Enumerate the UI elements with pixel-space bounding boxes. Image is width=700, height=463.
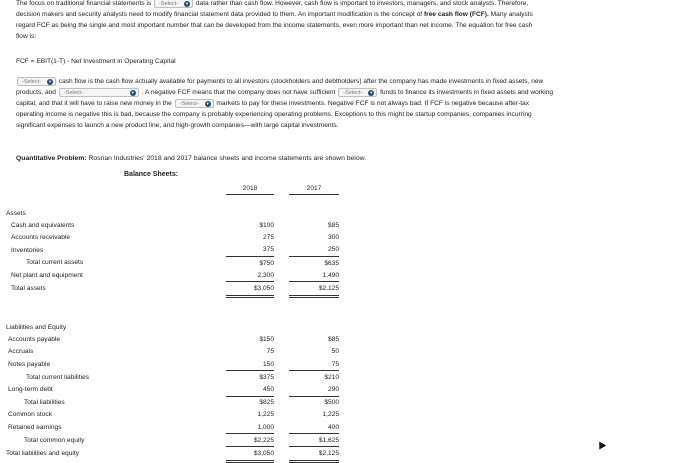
select-placeholder: -Select- [343,89,363,96]
year-2018: 2018 [226,182,274,195]
select-placeholder: -Select- [159,0,179,7]
table-row [6,322,339,334]
intro-line-2b: Many analysts [490,11,533,18]
row-label: Total current assets [26,259,84,267]
value-2017: $2,125 [289,282,339,296]
row-label: Net plant and equipment [11,271,83,279]
table-row [6,383,339,396]
row-label: Total common equity [24,436,85,444]
table-row [6,371,339,384]
value-2018: $375 [259,373,274,381]
row-label: Accruals [8,348,34,356]
definition-line-2b: . A negative FCF means that the company does not have sufficient [141,89,336,96]
row-label: Cash and equivalents [11,221,75,229]
row-label: Accounts payable [8,336,61,344]
problem-text: Rosnan Industries' 2018 and 2017 balance sheets and income statements are shown below. [88,155,367,162]
value-2017: $2,125 [289,447,339,461]
value-2018: $150 [259,336,274,344]
blank-select-1[interactable] [154,0,193,8]
chevron-down-icon: ▾ [131,89,134,95]
table-row [6,334,339,346]
value-2018: 275 [262,234,274,242]
select-placeholder: -Select- [63,89,83,96]
chevron-down-icon: ▾ [370,89,373,95]
intro-text-1: The focus on traditional financial statements is [16,0,152,7]
value-2017: 1,225 [322,411,339,419]
problem-label: Quantitative Problem: [16,155,87,162]
blank-select-4[interactable] [338,88,377,97]
intro-line-4: flow is: [16,33,37,40]
table-row [6,434,339,447]
value-2018: $3,050 [226,447,274,461]
blank-select-2[interactable] [17,77,56,86]
chevron-down-icon: ▾ [185,0,189,6]
select-placeholder: -Select- [179,100,199,107]
row-label: Total liabilities and equity [6,450,79,458]
value-2018: $3,050 [226,282,274,296]
value-2017: $85 [327,336,339,344]
value-2018: $825 [259,399,274,407]
blank-select-3[interactable] [59,88,139,97]
value-2018: 1,000 [226,421,274,434]
blank-select-5[interactable] [175,99,214,108]
year-2017: 2017 [289,182,339,195]
assets-heading: Assets [6,209,26,217]
value-2017: 250 [289,244,339,257]
table-row [6,244,339,257]
table-row [6,346,339,358]
table-row [6,358,339,371]
table-row [6,269,339,282]
value-2018: 150 [226,358,274,371]
balance-sheet-table [6,182,339,463]
value-2017: $210 [324,373,339,381]
definition-line-3b: markets to pay for these investments. Negative FCF is not always bad. If FCF is negative because after-tax [216,100,530,107]
row-label: Notes payable [8,360,51,368]
definition-paragraph [16,76,692,131]
definition-line-1: cash flow is the cash flow actually available for payments to all investors (stockholders and debtholders) after the company has made investments in fixed assets, new [58,78,544,85]
value-2017: $635 [324,259,339,267]
fcf-equation: FCF = EBIT(1-T) - Net Investment in Operating Capital [16,58,176,65]
definition-line-5: significant expenses to launch a new product line, and high-growth companies—with large capital investments. [16,122,339,129]
value-2018: 75 [266,348,274,356]
value-2017: $500 [324,399,339,407]
liabilities-heading: Liabilities and Equity [6,324,67,332]
select-placeholder: -Select- [22,78,41,85]
row-label: Retained earnings [8,423,62,431]
fcf-term: free cash flow (FCF). [423,11,489,18]
row-label: Total current liabilities [26,373,90,381]
table-row [6,409,339,421]
row-label: Common stock [8,411,52,419]
value-2017: 290 [289,383,339,396]
value-2018: $100 [259,221,274,229]
value-2018: 1,225 [257,411,274,419]
value-2017: 300 [327,234,339,242]
row-label: Total liabilities [24,398,65,406]
table-row [6,207,339,219]
intro-line-2: decision makers and security analysts need to modify financial statement data provided to them. An important modification is the concept of [16,11,423,18]
table-row [6,219,339,231]
definition-line-3a: capital, and that it will have to raise new money in the [16,100,172,107]
value-2018: 375 [226,244,274,257]
table-row [6,282,339,296]
quantitative-problem [16,153,692,164]
value-2018: $2,225 [226,434,274,447]
definition-line-2a: products, and [16,89,56,96]
table-row [6,396,339,409]
value-2017: $1,625 [289,434,339,447]
chevron-down-icon: ▾ [48,78,52,84]
definition-line-2c: funds to finance its investments in fixed assets and working [380,89,554,96]
table-row [6,256,339,269]
value-2017: $85 [327,221,339,229]
value-2017: 50 [331,348,339,356]
intro-paragraph [16,0,692,42]
intro-text-2: data rather than cash flow. However, cash flow is important to investors, managers, and stock analysts. Therefore, [195,0,529,7]
value-2018: $750 [259,259,274,267]
chevron-down-icon: ▾ [206,100,209,106]
value-2017: 400 [289,421,339,434]
year-header-row [6,182,339,195]
row-label: Accounts receivable [11,234,71,242]
definition-line-4: operating income is negative this is bad, because the company is probably experiencing operating problems. Exceptions to this might be startup companies, companies incurring [16,111,532,118]
mouse-cursor-icon [596,439,606,449]
value-2018: 2,300 [226,269,274,282]
row-label: Inventories [11,246,44,254]
value-2018: 450 [226,383,274,396]
table-row [6,232,339,244]
row-label: Total assets [11,285,46,293]
value-2017: 1,490 [289,269,339,282]
table-row [6,421,339,434]
row-label: Long-term debt [8,386,53,394]
balance-sheet-title: Balance Sheets: [124,171,179,178]
value-2017: 75 [289,358,339,371]
intro-line-3: regard FCF as being the single and most important number that can be developed from the income statements, even more important than net income. The equation for free cash [16,22,533,29]
